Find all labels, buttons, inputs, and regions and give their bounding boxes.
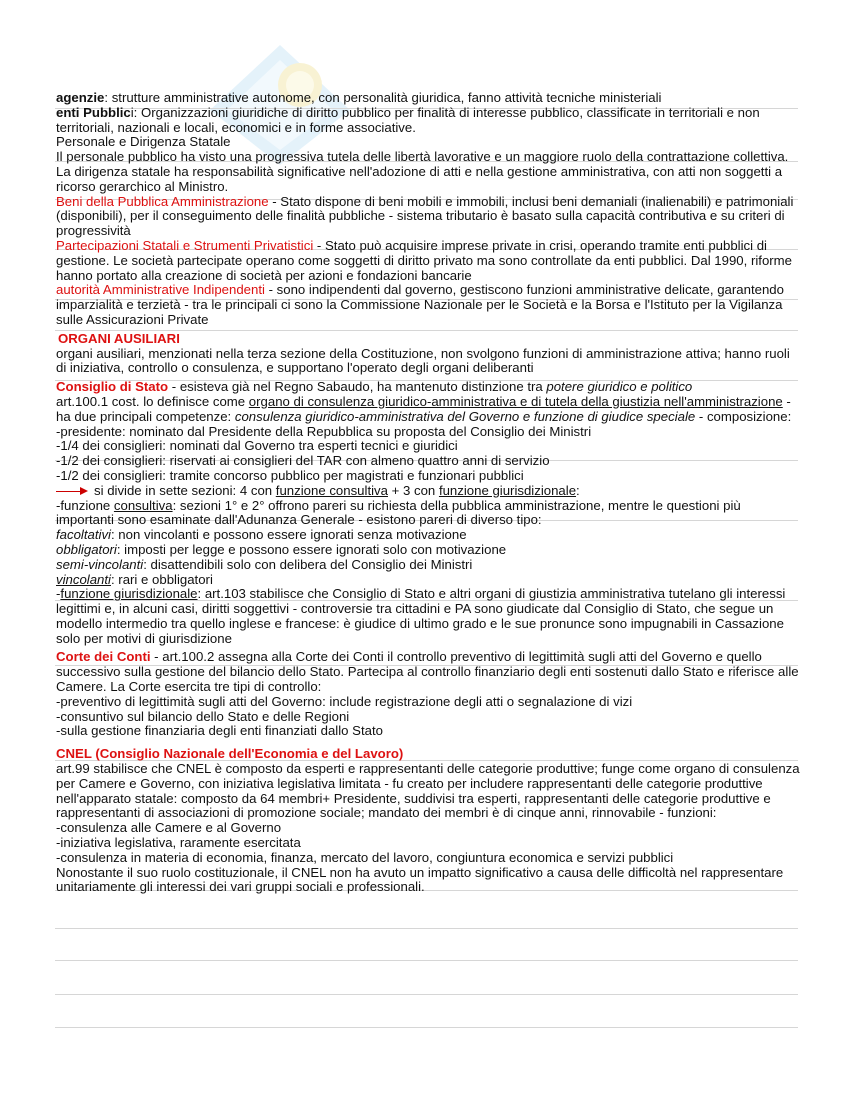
cnel-closing: Nonostante il suo ruolo costituzionale, il CNEL non ha avuto un impatto significativo a causa delle difficoltà nel rappresentare unitariamente gli interessi dei vari gruppi sociali e professionali.: [56, 864, 784, 895]
sezioni-a: si divide in sette sezioni: 4 con: [94, 482, 276, 498]
document-body: [56, 91, 801, 895]
consultiva-a: -funzione: [56, 497, 114, 513]
semi-text: : disattendibili solo con delibera del Consiglio dei Ministri: [143, 556, 473, 572]
vincolanti-text: : rari e obbligatori: [110, 571, 213, 587]
corte-heading: Corte dei Conti: [56, 649, 151, 665]
consiglio-intro: [56, 380, 801, 395]
beni-paragraph: [56, 195, 801, 239]
consiglio-sezioni: [56, 484, 801, 499]
organi-heading: ORGANI AUSILIARI: [58, 330, 180, 346]
consultiva-b: consultiva: [113, 497, 173, 513]
pareri-semi: [56, 558, 801, 573]
consiglio-def-a: art.100.1 cost. lo definisce come: [56, 393, 249, 409]
organi-text: organi ausiliari, menzionati nella terza sezione della Costituzione, non svolgono funzioni di amministrazione attiva; hanno ruoli di iniziativa, controllo o consulenza, e supportano l'operato degli organi deliberanti: [56, 345, 790, 376]
autorita-paragraph: [56, 283, 801, 327]
enti-paragraph: [56, 106, 801, 136]
sezioni-b: funzione consultiva: [275, 482, 388, 498]
cnel-f3: -consulenza in materia di economia, finanza, mercato del lavoro, congiuntura economica e servizi pubblici: [56, 849, 674, 865]
partecipazioni-term: Partecipazioni Statali e Strumenti Privatistici: [56, 237, 314, 253]
sezioni-c: + 3 con: [387, 482, 439, 498]
consiglio-def-e: - composizione:: [695, 408, 792, 424]
sezioni-e: :: [576, 482, 580, 498]
personale-text: Il personale pubblico ha visto una progressiva tutela delle libertà lavorative e un maggiore ruolo della contrattazione collettiva. La dirigenza statale ha responsabilità significative nell'adozione di atti e nella gestione amministrativa, con atti non soggetti a ricorso gerarchico al Ministro.: [56, 149, 789, 194]
pareri-vincolanti: [56, 573, 801, 588]
corte-text: - art.100.2 assegna alla Corte dei Conti il controllo preventivo di legittimità sugli atti del Governo e quello successivo sulla gestione del bilancio dello Stato. Partecipa al controllo finanziario degli enti sostenuti dallo Stato e riferisce alle Camere. La Corte esercita tre tipi di controllo:: [56, 649, 799, 695]
cnel-f1: -consulenza alle Camere e al Governo: [56, 820, 282, 836]
corte-c1: -preventivo di legittimità sugli atti del Governo: include registrazione degli atti o segnalazione di vizi: [56, 693, 633, 709]
cnel-heading: CNEL (Consiglio Nazionale dell'Economia e del Lavoro): [56, 746, 404, 762]
arrow-right-icon: [56, 487, 88, 495]
partecipazioni-paragraph: [56, 239, 801, 283]
consiglio-comp-4: -1/2 dei consiglieri: tramite concorso pubblico per magistrati e funzionari pubblici: [56, 467, 524, 483]
pareri-facoltativi: [56, 528, 801, 543]
cnel-text: art.99 stabilisce che CNEL è composto da esperti e rappresentanti delle categorie produttive; funge come organo di consulenza per Camere e Governo, con iniziativa legislativa limitata - fu creato per includere rappresentanti delle categorie produttive nell'apparato statale: composto da 64 membri+ Presidente, suddivisi tra esperti, rappresentanti delle categorie produttive e rappresentanti di associazioni di promozione sociale; mandato dei membri è di cinque anni, rinnovabile - funzioni:: [56, 761, 800, 821]
consultiva-c: : sezioni 1° e 2° offrono pareri su richiesta della pubblica amministrazione, mentre le questioni più importanti sono esaminate dall'Adunanza Generale - esistono pareri di diverso tipo:: [56, 497, 741, 528]
partecipazioni-text: - Stato può acquisire imprese private in crisi, operando tramite enti pubblici di gestione. Le società partecipate operano come soggetti di diritto privato ma sono controllate da enti pubblici. Dal 1990, riforme hanno portato alla creazione di società per azioni e fondazioni bancarie: [56, 237, 792, 283]
obbligatori-text: : imposti per legge e possono essere ignorati solo con motivazione: [116, 541, 507, 557]
corte-paragraph: [56, 650, 801, 694]
consiglio-intro-italic: potere giuridico e politico: [546, 379, 693, 395]
consiglio-giurisdizionale: [56, 587, 801, 646]
sezioni-d: funzione giurisdizionale: [438, 482, 577, 498]
consiglio-def-c: - ha due principali competenze:: [56, 393, 791, 424]
consiglio-consultiva: [56, 499, 801, 529]
beni-term: Beni della Pubblica Amministrazione: [56, 193, 269, 209]
corte-c3: -sulla gestione finanziaria degli enti finanziati dallo Stato: [56, 723, 383, 739]
autorita-text: - sono indipendenti dal governo, gestiscono funzioni amministrative delicate, garantendo imparzialità e terzietà - tra le principali ci sono la Commissione Nazionale per le Società e la Borsa e l'Istituto per la Vigilanza sulle Assicurazioni Private: [56, 282, 784, 327]
vincolanti-term: vincolanti: [56, 571, 111, 587]
giur-a: -: [56, 586, 61, 602]
personale-heading: Personale e Dirigenza Statale: [56, 134, 231, 150]
enti-text: i: Organizzazioni giuridiche di diritto pubblico per finalità di interesse pubblico, classificate in territoriali e non territoriali, nazionali e locali, economici e in forme associative.: [56, 104, 760, 135]
consiglio-definition: [56, 395, 801, 425]
semi-term: semi-vincolanti: [56, 556, 144, 572]
facoltativi-text: : non vincolanti e possono essere ignorati senza motivazione: [110, 527, 467, 543]
giur-b: funzione giurisdizionale: [60, 586, 198, 602]
consiglio-intro-text: - esisteva già nel Regno Sabaudo, ha mantenuto distinzione tra: [168, 379, 547, 395]
agenzie-paragraph: [56, 91, 801, 106]
consiglio-def-b: organo di consulenza giuridico-amministrativa e di tutela della giustizia nell'amministrazione: [248, 393, 783, 409]
obbligatori-term: obbligatori: [56, 541, 117, 557]
consiglio-comp-2: -1/4 dei consiglieri: nominati dal Governo tra esperti tecnici e giuridici: [56, 438, 458, 454]
enti-term: enti Pubblic: [56, 104, 131, 120]
cnel-f2: -iniziativa legislativa, raramente esercitata: [56, 835, 301, 851]
facoltativi-term: facoltativi: [56, 527, 111, 543]
agenzie-text: : strutture amministrative autonome, con personalità giuridica, fanno attività tecniche ministeriali: [104, 90, 662, 105]
consiglio-heading: Consiglio di Stato: [56, 379, 169, 395]
pareri-obbligatori: [56, 543, 801, 558]
autorita-term: autorità Amministrative Indipendenti: [56, 282, 265, 298]
agenzie-term: agenzie: [56, 90, 105, 105]
consiglio-def-d: consulenza giuridico-amministrativa del Governo e funzione di giudice speciale: [234, 408, 696, 424]
beni-text: - Stato dispone di beni mobili e immobili, inclusi beni demaniali (inalienabili) e patrimoniali (disponibili), per il conseguimento delle finalità pubbliche - sistema tributario è basato sulla capacità contributiva e su criteri di progressività: [56, 193, 794, 239]
consiglio-comp-3: -1/2 dei consiglieri: riservati ai consiglieri del TAR con almeno quattro anni di servizio: [56, 453, 550, 469]
giur-c: : art.103 stabilisce che Consiglio di Stato e altri organi di giustizia amministrativa tutelano gli interessi legittimi e, in alcuni casi, diritti soggettivi - controversie tra cittadini e PA sono giudicate dal Consiglio di Stato, che segue un modello intermedio tra quello inglese e francese: è giudice di ultimo grado e le sue pronunce sono impugnabili in Cassazione solo per motivi di giurisdizione: [56, 586, 786, 646]
corte-c2: -consuntivo sul bilancio dello Stato e delle Regioni: [56, 708, 350, 724]
consiglio-comp-1: -presidente: nominato dal Presidente della Repubblica su proposta del Consiglio dei Ministri: [56, 423, 592, 439]
